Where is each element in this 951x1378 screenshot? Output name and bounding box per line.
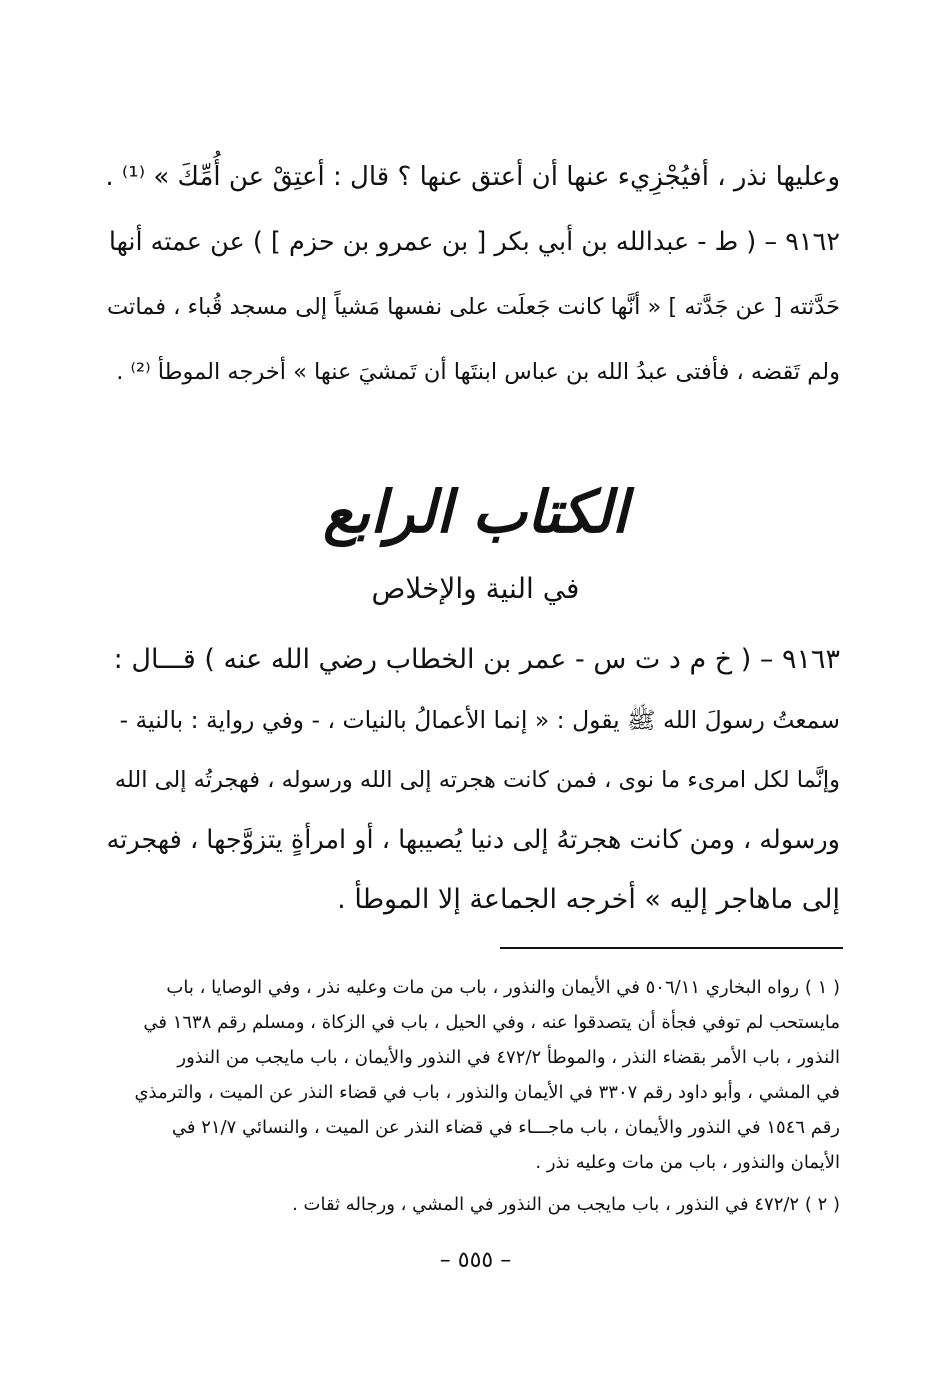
body-line-8: ورسوله ، ومن كانت هجرتهُ إلى دنيا يُصيبها ، أو امرأةٍ يتزوَّجها ، فهجرته xyxy=(106,825,840,855)
hadith-9162-heading: ٩١٦٢ – ( ط - عبدالله بن أبي بكر [ بن عمرو بن حزم ] ) عن عمته أنها xyxy=(108,227,840,257)
footnote-1-line-4: في المشي ، وأبو داود رقم ٣٣٠٧ في الأيمان والنذور ، باب في قضاء النذر عن الميت ، والترمذي xyxy=(134,1082,840,1103)
body-line-7: وإنَّما لكل امرىء ما نوى ، فمن كانت هجرته إلى الله ورسوله ، فهجرتُه إلى الله xyxy=(114,767,840,793)
footnote-1-line-5: رقم ١٥٤٦ في النذور والأيمان ، باب ماجـــاء في قضاء النذر عن الميت ، والنسائي ٢١/٧ في xyxy=(171,1117,840,1138)
body-line-3: حَدَّثته [ عن جَدَّته ] « أنَّها كانت جَعلَت على نفسها مَشياً إلى مسجد قُباء ، فماتت xyxy=(106,294,840,320)
footnote-1-line-6: الأيمان والنذور ، باب من مات وعليه نذر . xyxy=(535,1152,840,1173)
footnote-1-line-1: ( ١ ) رواه البخاري ٥٠٦/١١ في الأيمان والنذور ، باب من مات وعليه نذر ، وفي الوصايا ، باب xyxy=(166,977,840,998)
page-number: – ٥٥٥ – xyxy=(439,1248,512,1273)
footnote-1-line-2: مايستحب لم توفي فجأة أن يتصدقوا عنه ، وفي الحيل ، باب في الزكاة ، ومسلم رقم ١٦٣٨ في xyxy=(143,1012,840,1033)
footnote-separator xyxy=(500,947,843,949)
chapter-title: الكتاب الرابع xyxy=(323,478,628,546)
body-line-9: إلى ماهاجر إليه » أخرجه الجماعة إلا الموطأ . xyxy=(337,884,840,915)
footnote-2: ( ٢ ) ٤٧٢/٢ في النذور ، باب مايجب من النذور في المشي ، ورجاله ثقات . xyxy=(292,1194,840,1215)
body-line-1: وعليها نذر ، أفيُجْزِيء عنها أن أعتق عنها ؟ قال : أعتِقْ عن أُمِّكَ » ⁽¹⁾ . xyxy=(105,162,840,192)
body-line-4: ولم تَقضه ، فأفتى عبدُ الله بن عباس ابنتَها أن تَمشيَ عنها » أخرجه الموطأ ⁽²⁾ . xyxy=(116,359,840,385)
footnote-1-line-3: النذور ، باب الأمر بقضاء النذر ، والموطأ ٤٧٢/٢ في النذور والأيمان ، باب مايجب من النذور xyxy=(177,1047,840,1068)
body-line-6: سمعتُ رسولَ الله ﷺ يقول : « إنما الأعمالُ بالنيات ، - وفي رواية : بالنية - xyxy=(119,706,840,734)
chapter-subtitle: في النية والإخلاص xyxy=(371,572,580,605)
hadith-9163-heading: ٩١٦٣ – ( خ م د ت س - عمر بن الخطاب رضي الله عنه ) قـــال : xyxy=(113,644,840,675)
